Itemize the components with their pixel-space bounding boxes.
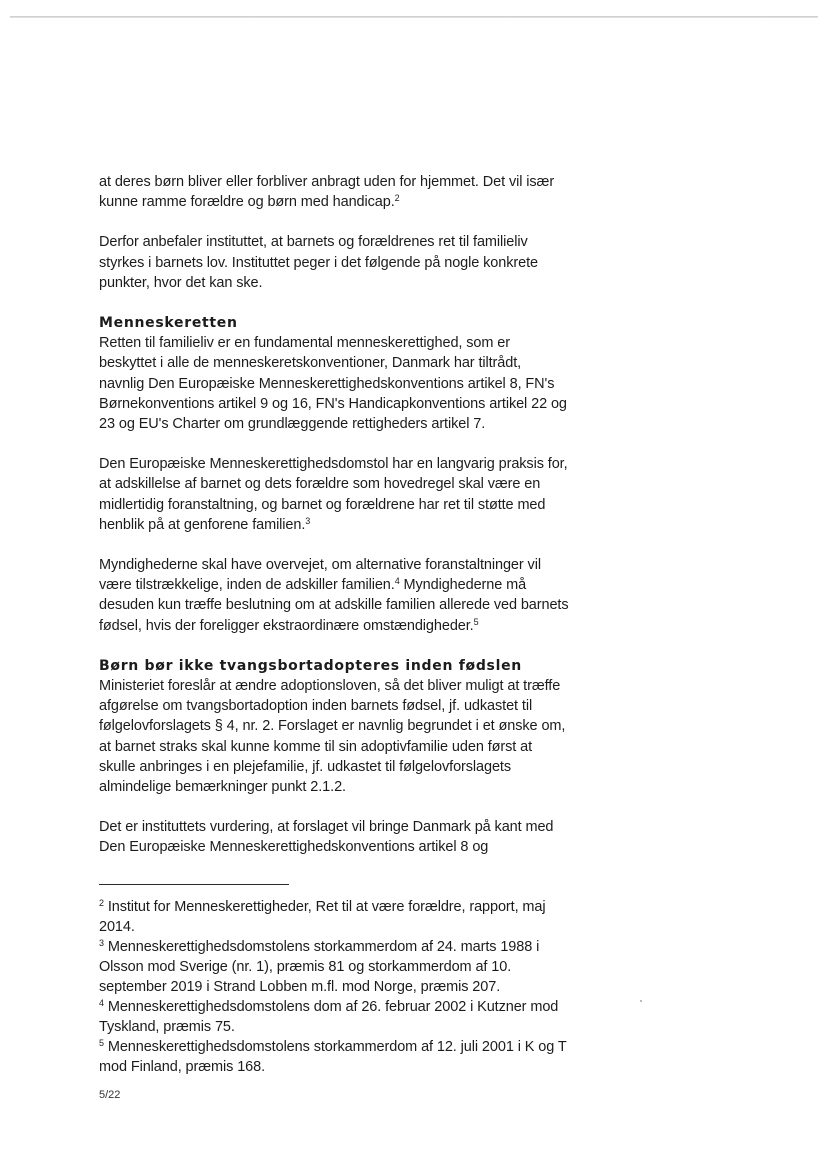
- footnote: $^5$ Menneskerettighedsdomstolens storkammerdom af 12. juli 2001 i K og T mod Finland, præmis 168.: [99, 1038, 567, 1075]
- paragraph: Den Europæiske Menneskerettighedsdomstol har en langvarig praksis for, at adskillelse af barnet og dets forældre som hovedregel skal være en midlertidig foranstaltning, og barnet og forældrene har ret til støtte med henblik på at genforene familien.$^3$: [99, 456, 568, 533]
- footnote-ref[interactable]: 2: [394, 193, 400, 204]
- footnotes: [99, 897, 569, 1077]
- footnote: $^4$ Menneskerettighedsdomstolens dom af 26. februar 2002 i Kutzner mod Tyskland, præmis 75.: [99, 998, 559, 1035]
- scan-speck: [640, 1000, 642, 1002]
- page-number: 5/22: [99, 1089, 121, 1101]
- paragraph: Ministeriet foreslår at ændre adoptionsloven, så det bliver muligt at træffe afgørelse om tvangsbortadoption inden barnets fødsel, jf. udkastet til følgelovforslagets § 4, nr. 2. Forslaget er navnlig begrundet i et ønske om, at barnet straks skal kunne komme til sin adoptivfamilie uden først at skulle anbringes i en plejefamilie, jf. udkastet til følgelovforslagets almindelige bemærkninger punkt 2.1.2.: [99, 678, 566, 796]
- paragraph: Retten til familieliv er en fundamental menneskerettighed, som er beskyttet i alle de menneskeretskonventioner, Danmark har tiltrådt, navnlig Den Europæiske Menneskerettighedskonventions artikel 8, FN's Børnekonventions artikel 9 og 16, FN's Handicapkonventions artikel 22 og 23 og EU's Charter om grundlæggende rettigheders artikel 7.: [99, 335, 567, 433]
- paragraph: Derfor anbefaler instituttet, at barnets og forældrenes ret til familieliv styrkes i barnets lov. Instituttet peger i det følgende på nogle konkrete punkter, hvor det kan ske.: [99, 234, 538, 291]
- paragraph: at deres børn bliver eller forbliver anbragt uden for hjemmet. Det vil især kunne ramme forældre og børn med handicap.$^2$: [99, 174, 555, 211]
- footnote-separator: [99, 884, 289, 885]
- section-heading-tvangsbortadoption: Børn bør ikke tvangsbortadopteres inden fødslen: [99, 657, 522, 674]
- section-heading-menneskeretten: Menneskeretten: [99, 315, 238, 332]
- footnote-ref[interactable]: 5: [473, 616, 479, 627]
- footnote: $^2$ Institut for Menneskerettigheder, Ret til at være forældre, rapport, maj 2014.: [99, 898, 546, 935]
- paragraph: Myndighederne skal have overvejet, om alternative foranstaltninger vil være tilstrækkelige, inden de adskiller familien.$^4$ Myndighederne må desuden kun træffe beslutning om at adskille familien allerede ved barnets fødsel, hvis der foreligger ekstraordinære omstændigheder.$^5$: [99, 557, 569, 634]
- footnote-ref[interactable]: 3: [305, 515, 311, 526]
- footnote: $^3$ Menneskerettighedsdomstolens storkammerdom af 24. marts 1988 i Olsson mod Sverige (nr. 1), præmis 81 og storkammerdom af 10. september 2019 i Strand Lobben m.fl. mod Norge, præmis 207.: [99, 938, 540, 995]
- document-body: [99, 172, 569, 858]
- paragraph: Det er instituttets vurdering, at forslaget vil bringe Danmark på kant med Den Europæiske Menneskerettighedskonventions artikel 8 og: [99, 819, 554, 856]
- scan-edge-line: [10, 16, 818, 18]
- footnote-ref[interactable]: 4: [394, 576, 400, 587]
